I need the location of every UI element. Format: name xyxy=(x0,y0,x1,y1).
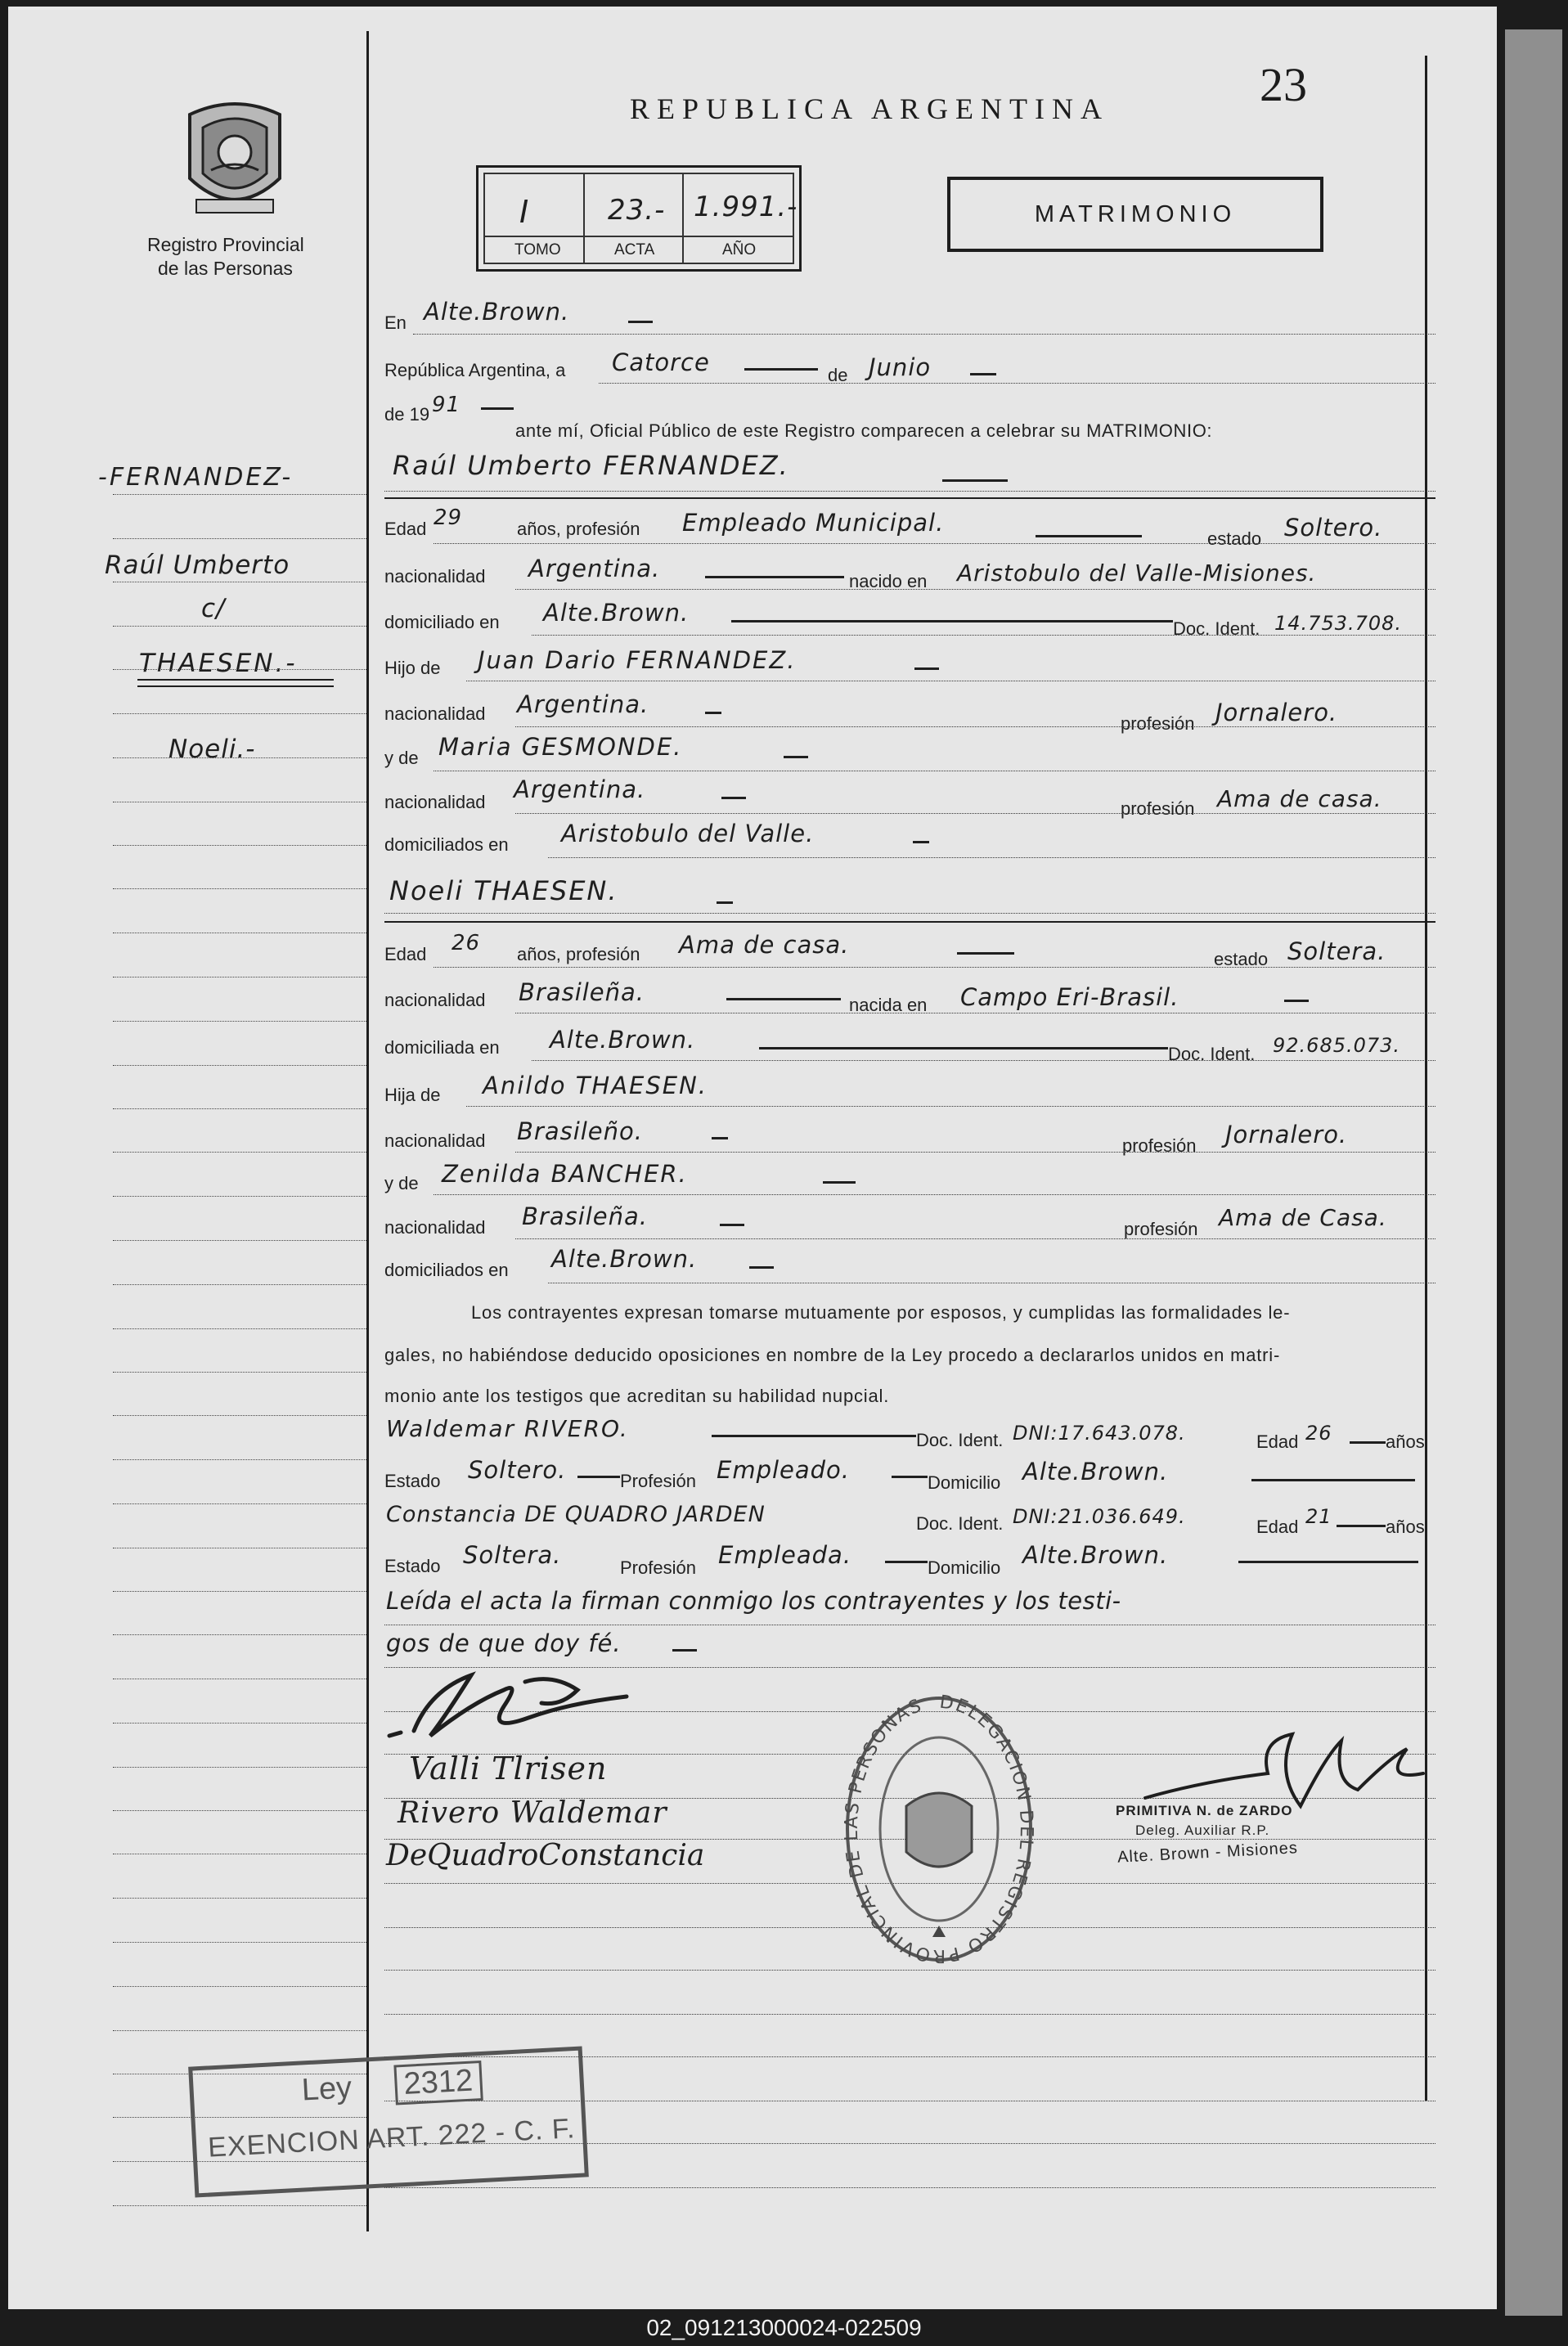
groom-age: 29 xyxy=(434,506,463,530)
field-line xyxy=(384,913,1435,914)
groom-estado-label: estado xyxy=(1207,528,1262,549)
field-line xyxy=(384,491,1435,492)
field-line xyxy=(434,967,1435,968)
fill-dash xyxy=(721,797,746,799)
groom-nac-label: nacionalidad xyxy=(384,566,486,586)
round-stamp-text: DELEGACION DEL REGISTRO PROVINCIAL DE LAS PERSONAS xyxy=(841,1692,1037,1966)
act-type-label: MATRIMONIO xyxy=(1034,201,1237,227)
groom-domicile: Alte.Brown. xyxy=(543,599,690,627)
declaration-line-3: monio ante los testigos que acreditan su habilidad nupcial. xyxy=(384,1386,890,1406)
fill-dash xyxy=(577,1476,620,1478)
field-line xyxy=(548,857,1435,858)
bride-estado-label: estado xyxy=(1214,949,1269,969)
fill-dash xyxy=(712,1435,916,1437)
closing-line-2: gos de que doy fé. xyxy=(386,1629,622,1657)
place-value: Alte.Brown. xyxy=(424,298,570,326)
bride-father: Anildo THAESEN. xyxy=(483,1072,708,1099)
law-exemption-stamp xyxy=(188,2046,589,2197)
bride-doc: 92.685.073. xyxy=(1273,1034,1401,1057)
fill-dash xyxy=(892,1476,928,1478)
bride-profession: Ama de casa. xyxy=(679,931,850,959)
fill-dash xyxy=(1238,1561,1418,1563)
witness2-estado: Soltera. xyxy=(463,1541,562,1569)
fill-dash xyxy=(731,620,1173,622)
witness2-age: 21 xyxy=(1305,1505,1332,1528)
fill-dash xyxy=(1036,535,1142,537)
declaration-line-1: Los contrayentes expresan tomarse mutuamente por esposos, y cumplidas las formalidades le- xyxy=(471,1302,1291,1323)
witness1-doc-label: Doc. Ident. xyxy=(916,1430,1004,1450)
witness1-estado-label: Estado xyxy=(384,1471,441,1491)
margin-conjunction: c/ xyxy=(201,594,226,623)
registry-round-stamp-icon xyxy=(841,1692,1037,1966)
bride-father-prof-label: profesión xyxy=(1122,1135,1197,1156)
field-line xyxy=(466,1106,1435,1107)
declaration-line-2: gales, no habiéndose deducido oposiciones en nombre de la Ley procedo a declararlos unidos en matri- xyxy=(384,1345,1281,1365)
witness1-anos-label: años xyxy=(1386,1431,1425,1452)
bride-nationality: Brasileña. xyxy=(519,978,645,1006)
groom-signature-icon xyxy=(381,1657,692,1747)
tomo-value: I xyxy=(519,194,530,230)
groom-father-profession: Jornalero. xyxy=(1215,699,1338,726)
bride-mother-profession: Ama de Casa. xyxy=(1219,1204,1387,1231)
left-column-rule xyxy=(366,31,369,2231)
provincial-seal-icon xyxy=(178,98,291,219)
field-line xyxy=(515,1238,1435,1239)
year-suffix-value: 91 xyxy=(432,393,461,417)
bride-father-nac-label: nacionalidad xyxy=(384,1130,486,1151)
groom-doc: 14.753.708. xyxy=(1274,612,1403,635)
groom-dom-label: domiciliado en xyxy=(384,612,500,632)
groom-hijo-label: Hijo de xyxy=(384,658,441,678)
fill-dash xyxy=(784,756,808,758)
margin-given-name-bride: Noeli.- xyxy=(168,735,256,764)
groom-name: Raúl Umberto FERNANDEZ. xyxy=(393,450,789,481)
groom-mother-prof-label: profesión xyxy=(1121,798,1195,819)
law-number: 2312 xyxy=(393,2061,483,2106)
acta-label: ACTA xyxy=(614,241,655,258)
witness1-estado: Soltero. xyxy=(468,1456,567,1484)
book-binding xyxy=(1505,29,1562,2316)
bride-yde-label: y de xyxy=(384,1173,419,1193)
bride-anos-prof-label: años, profesión xyxy=(517,944,640,964)
official-stamp-line1: PRIMITIVA N. de ZARDO xyxy=(1116,1803,1293,1818)
field-line xyxy=(434,1194,1435,1195)
witness2-dom-label: Domicilio xyxy=(928,1557,1001,1578)
day-value: Catorce xyxy=(612,348,710,376)
country-title: REPUBLICA ARGENTINA xyxy=(630,92,1110,125)
fill-dash xyxy=(712,1137,728,1139)
bride-age: 26 xyxy=(452,931,481,955)
witness2-signature: DeQuadroConstancia xyxy=(386,1839,705,1872)
fill-dash xyxy=(672,1649,697,1652)
witness1-edad-label: Edad xyxy=(1256,1431,1299,1452)
groom-father-nac-label: nacionalidad xyxy=(384,703,486,724)
official-stamp-line3: Alte. Brown - Misiones xyxy=(1116,1839,1299,1867)
fill-dash xyxy=(1251,1479,1415,1481)
fill-dash xyxy=(628,321,653,323)
groom-mother: Maria GESMONDE. xyxy=(438,733,683,761)
scan-caption: 02_091213000024-022509 xyxy=(646,2315,922,2340)
fill-dash xyxy=(705,576,844,578)
acta-value: 23.- xyxy=(608,194,666,227)
witness2-domicile: Alte.Brown. xyxy=(1022,1541,1169,1569)
field-line xyxy=(515,726,1435,727)
registry-name-line1: Registro Provincial xyxy=(147,234,304,255)
bride-father-profession: Jornalero. xyxy=(1225,1121,1348,1148)
witness1-dom-label: Domicilio xyxy=(928,1472,1001,1493)
groom-father-nationality: Argentina. xyxy=(517,690,649,718)
witness1-doc: DNI:17.643.078. xyxy=(1013,1422,1186,1445)
fill-dash xyxy=(823,1181,856,1184)
section-rule xyxy=(384,497,1435,499)
field-line xyxy=(532,635,1435,636)
witness2-prof-label: Profesión xyxy=(620,1557,696,1578)
fill-dash xyxy=(970,373,996,375)
margin-underline-1 xyxy=(137,679,334,681)
fill-dash xyxy=(942,479,1008,482)
margin-underline-2 xyxy=(137,685,334,687)
field-line xyxy=(413,334,1435,335)
groom-nacido-label: nacido en xyxy=(849,571,928,591)
field-line xyxy=(434,543,1435,544)
bride-nac-label: nacionalidad xyxy=(384,990,486,1010)
en-label: En xyxy=(384,312,407,333)
de-label: de xyxy=(828,365,848,385)
fill-dash xyxy=(1284,1000,1309,1002)
groom-profession: Empleado Municipal. xyxy=(682,509,945,537)
groom-father: Juan Dario FERNANDEZ. xyxy=(478,646,797,674)
act-number-box xyxy=(476,165,802,272)
field-line xyxy=(599,383,1435,384)
groom-nationality: Argentina. xyxy=(528,555,661,582)
witness1-profession: Empleado. xyxy=(717,1456,851,1484)
republica-label: República Argentina, a xyxy=(384,360,566,380)
tomo-label: TOMO xyxy=(514,241,561,258)
witness1-domicile: Alte.Brown. xyxy=(1022,1458,1169,1485)
fill-dash xyxy=(726,998,841,1000)
witness2-profession: Empleada. xyxy=(718,1541,852,1569)
bride-father-nationality: Brasileño. xyxy=(517,1117,643,1145)
fill-dash xyxy=(481,407,514,410)
groom-estado: Soltero. xyxy=(1284,514,1383,542)
field-line xyxy=(532,1060,1435,1061)
fill-dash xyxy=(885,1561,928,1563)
fill-dash xyxy=(720,1224,744,1226)
act-type-box xyxy=(947,177,1323,252)
bride-nacida-label: nacida en xyxy=(849,995,928,1015)
bride-signature: Valli Tlrisen xyxy=(409,1751,608,1786)
fill-dash xyxy=(913,841,929,843)
field-line xyxy=(515,813,1435,814)
witness1-name: Waldemar RIVERO. xyxy=(386,1415,629,1442)
bride-parents-domicile: Alte.Brown. xyxy=(551,1245,698,1273)
groom-parents-dom-label: domiciliados en xyxy=(384,834,509,855)
month-value: Junio xyxy=(869,353,932,381)
witness2-doc: DNI:21.036.649. xyxy=(1013,1505,1186,1528)
groom-mother-nationality: Argentina. xyxy=(514,775,646,803)
margin-given-names-groom: Raúl Umberto xyxy=(105,551,290,580)
groom-mother-profession: Ama de casa. xyxy=(1217,785,1382,812)
witness1-age: 26 xyxy=(1305,1422,1332,1445)
bride-doc-label: Doc. Ident. xyxy=(1168,1044,1256,1064)
witness1-prof-label: Profesión xyxy=(620,1471,696,1491)
ano-label: AÑO xyxy=(722,241,757,258)
bride-name: Noeli THAESEN. xyxy=(389,875,618,906)
field-line xyxy=(515,1152,1435,1153)
margin-surname-bride: THAESEN.- xyxy=(139,649,298,678)
groom-father-prof-label: profesión xyxy=(1121,713,1195,734)
closing-line-1: Leída el acta la firman conmigo los contrayentes y los testi- xyxy=(386,1587,1121,1615)
groom-edad-label: Edad xyxy=(384,519,427,539)
bride-domicile: Alte.Brown. xyxy=(550,1026,696,1054)
fill-dash xyxy=(1337,1525,1386,1527)
witness2-edad-label: Edad xyxy=(1256,1517,1299,1537)
page-number: 23 xyxy=(1260,58,1307,111)
groom-birthplace: Aristobulo del Valle-Misiones. xyxy=(957,560,1317,586)
witness2-doc-label: Doc. Ident. xyxy=(916,1513,1004,1534)
groom-parents-domicile: Aristobulo del Valle. xyxy=(561,820,815,847)
witness2-anos-label: años xyxy=(1386,1517,1425,1537)
fill-dash xyxy=(744,368,818,371)
registry-name-line2: de las Personas xyxy=(158,258,293,279)
fill-dash xyxy=(717,901,733,904)
witness2-estado-label: Estado xyxy=(384,1556,441,1576)
ante-text: ante mí, Oficial Público de este Registro comparecen a celebrar su MATRIMONIO: xyxy=(515,420,1213,441)
bride-mother: Zenilda BANCHER. xyxy=(442,1160,688,1188)
fill-dash xyxy=(914,667,939,670)
law-label: Ley xyxy=(300,2070,353,2108)
bride-mother-prof-label: profesión xyxy=(1124,1219,1198,1239)
bride-edad-label: Edad xyxy=(384,944,427,964)
fill-dash xyxy=(705,712,721,714)
law-exemption-text: EXENCION ART. 222 - C. F. xyxy=(207,2113,577,2164)
fill-dash xyxy=(957,952,1014,955)
bride-hija-label: Hija de xyxy=(384,1085,441,1105)
margin-surname-groom: -FERNANDEZ- xyxy=(98,463,294,492)
groom-doc-label: Doc. Ident. xyxy=(1173,618,1260,639)
register-page xyxy=(8,7,1497,2309)
fill-dash xyxy=(759,1047,1168,1049)
bride-dom-label: domiciliada en xyxy=(384,1037,500,1058)
bride-estado: Soltera. xyxy=(1287,937,1386,965)
ano-value: 1.991.- xyxy=(694,191,798,223)
bride-mother-nac-label: nacionalidad xyxy=(384,1217,486,1238)
field-line xyxy=(515,589,1435,590)
bride-mother-nationality: Brasileña. xyxy=(522,1202,649,1230)
witness2-name: Constancia DE QUADRO JARDEN xyxy=(386,1502,766,1527)
bride-birthplace: Campo Eri-Brasil. xyxy=(960,983,1179,1011)
groom-mother-nac-label: nacionalidad xyxy=(384,792,486,812)
bride-parents-dom-label: domiciliados en xyxy=(384,1260,509,1280)
fill-dash xyxy=(749,1266,774,1269)
groom-anos-prof-label: años, profesión xyxy=(517,519,640,539)
witness1-signature: Rivero Waldemar xyxy=(398,1796,667,1830)
section-rule xyxy=(384,921,1435,923)
year-prefix-label: de 19 xyxy=(384,404,430,425)
fill-dash xyxy=(1350,1441,1386,1444)
groom-yde-label: y de xyxy=(384,748,419,768)
official-stamp-line2: Deleg. Auxiliar R.P. xyxy=(1135,1822,1270,1838)
